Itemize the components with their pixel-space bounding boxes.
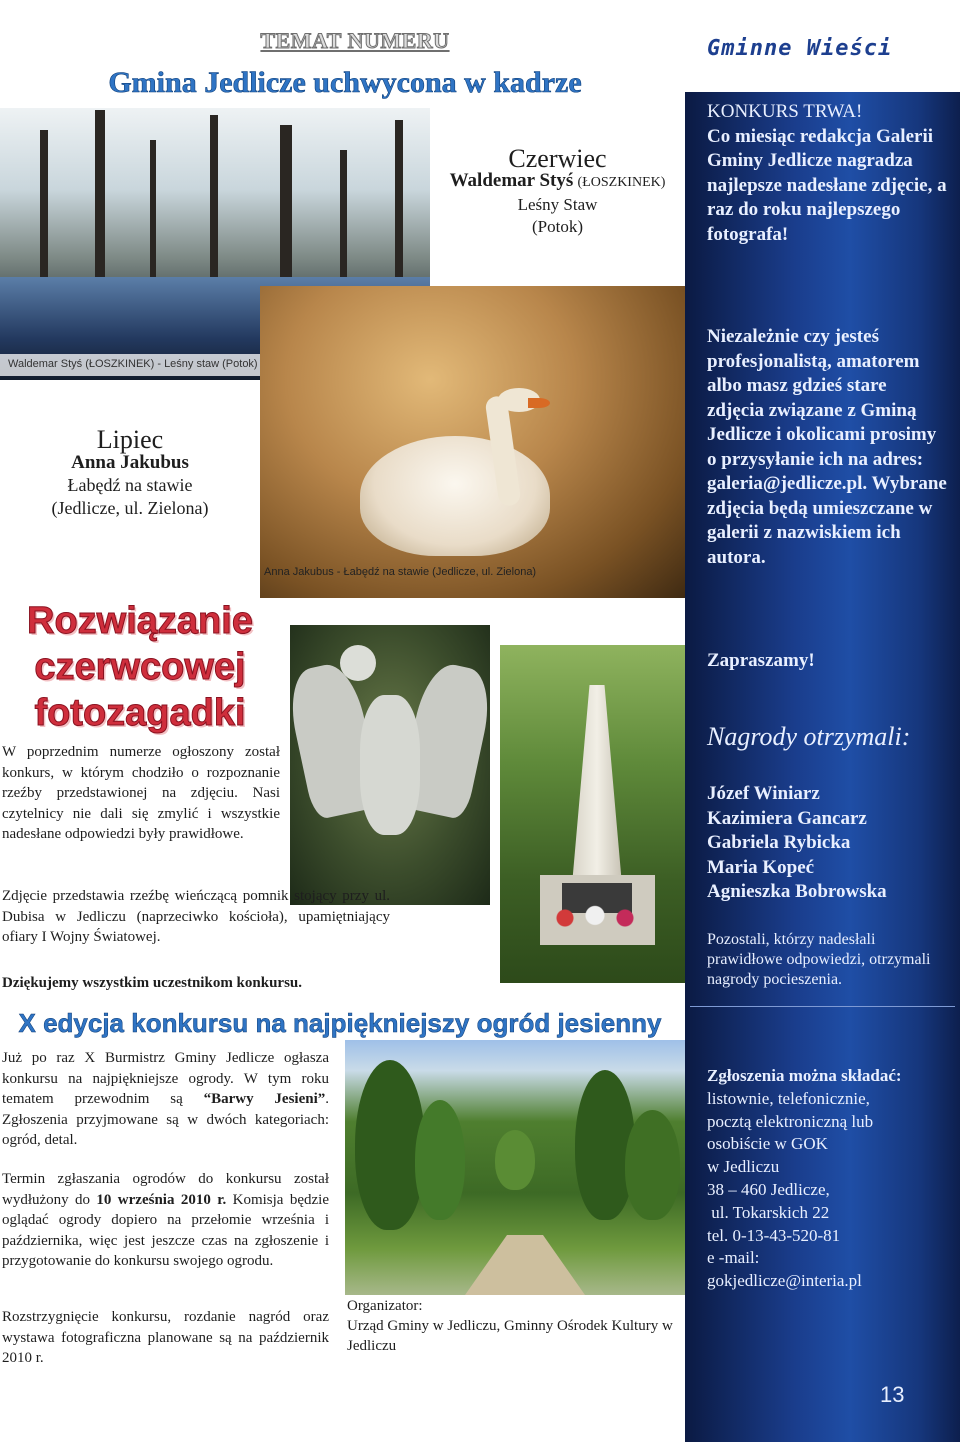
contest-text: Już po raz X Burmistrz Gminy Jedlicze ogłasza konkursu na najpiękniejsze ogrody. W tym roku tematem przewodnim są: [2, 1050, 329, 1107]
solution-heading-line: czerwcowej: [34, 646, 246, 688]
june-photo-caption: [430, 144, 685, 238]
sidebar-welcome: Zapraszamy!: [707, 650, 815, 671]
july-author: Anna Jakubus: [71, 452, 189, 473]
monument-photo: [500, 645, 695, 983]
entries-line: pocztą elektroniczną lub: [707, 1111, 874, 1131]
garden-contest-heading: X edycja konkursu na najpiękniejszy ogród jesienny: [18, 1008, 662, 1038]
contest-paragraph: [2, 1048, 329, 1151]
sidebar-contest-lead: KONKURS TRWA!: [707, 101, 863, 122]
swan-photo-caption: Anna Jakubus - Łabędź na stawie (Jedlicze, ul. Zielona): [264, 566, 537, 578]
organizer-info: [347, 1296, 677, 1356]
july-title: Łabędź na stawie: [67, 475, 193, 495]
eagle-sculpture-photo: [290, 625, 490, 905]
organizer-label: Organizator:: [347, 1298, 423, 1314]
june-month: Czerwiec: [508, 144, 607, 173]
solution-heading-line: Rozwiązanie: [27, 600, 253, 642]
sidebar-entries-info: [707, 1065, 947, 1293]
winner-name: Kazimiera Gancarz: [707, 807, 867, 829]
forest-photo-caption: Waldemar Styś (ŁOSZKINEK) - Leśny staw (Potok): [8, 358, 258, 370]
july-photo-caption: [20, 425, 240, 520]
contest-paragraph: Rozstrzygnięcie konkursu, rozdanie nagród oraz wystawa fotograficzna planowane są na październik 2010 r.: [2, 1309, 329, 1366]
page-number: 13: [880, 1382, 905, 1407]
winner-name: Agnieszka Bobrowska: [707, 881, 887, 902]
winner-name: Gabriela Rybicka: [707, 832, 851, 853]
contest-deadline: 10 września 2010 r.: [96, 1191, 227, 1208]
sidebar-consolation: Pozostali, którzy nadesłali prawidłowe odpowiedzi, otrzymali nagrody pocieszenia.: [707, 931, 931, 988]
solution-paragraph: W poprzednim numerze ogłoszony został konkurs, w którym chodziło o rozpoznanie rzeźby przedstawionej na zdjęciu. Nasi czytelnicy nie dali się zmylić i wszystkie nadesłane odpowiedzi były prawidłowe.: [2, 744, 280, 842]
sidebar-title: Gminne Wieści: [707, 36, 893, 61]
entries-line: 38 – 460 Jedlicze,: [707, 1179, 830, 1199]
entries-line: w Jedliczu: [707, 1157, 780, 1177]
organizer-name: Urząd Gminy w Jedliczu, Gminny Ośrodek Kultury w Jedliczu: [347, 1318, 673, 1354]
article-title: Gmina Jedlicze uchwycona w kadrze: [108, 66, 582, 99]
sidebar-winners-list: [707, 782, 947, 905]
sidebar-divider: [690, 1006, 955, 1007]
july-place: (Jedlicze, ul. Zielona): [51, 498, 209, 518]
sidebar-contest-text: Co miesiąc redakcja Galerii Gminy Jedlicze nagradza najlepsze nadesłane zdjęcie, a raz do roku najlepszego fotografa!: [707, 125, 947, 245]
contest-text: . Zgłoszenia przyjmowane są w dwóch kategoriach: ogród, detal.: [2, 1091, 329, 1148]
solution-heading-line: fotozagadki: [34, 692, 246, 734]
swan-photo: [260, 286, 685, 598]
section-label: TEMAT NUMERU: [260, 28, 450, 53]
entries-line: gokjedlicze@interia.pl: [707, 1271, 862, 1291]
solution-paragraph: Zdjęcie przedstawia rzeźbę wieńczącą pomnik stojący przy ul. Dubisa w Jedliczu (naprzeciwko kościoła), upamiętniający ofiary I Wojny Światowej.: [2, 888, 390, 945]
entries-line: listownie, telefonicznie,: [707, 1088, 870, 1108]
june-author: Waldemar Styś: [449, 170, 574, 191]
winner-name: Józef Winiarz: [707, 783, 820, 804]
sidebar-contest-info: [707, 100, 947, 247]
entries-line: ul. Tokarskich 22: [707, 1202, 830, 1222]
june-title: Leśny Staw: [517, 195, 598, 214]
solution-heading: [0, 598, 280, 736]
june-place: (Potok): [532, 217, 583, 236]
june-nickname: (ŁOSZKINEK): [577, 175, 666, 190]
winner-name: Maria Kopeć: [707, 856, 815, 878]
contest-text: Termin zgłaszania ogrodów do konkursu został wydłużony do: [2, 1171, 329, 1208]
contest-text: Komisja będzie oglądać ogrody dopiero na przełomie września i października, więc jest jeszcze czas na zgłoszenie i przygotowanie do konkursu swojego ogrodu.: [2, 1191, 329, 1269]
garden-photo: [345, 1040, 685, 1295]
contest-paragraph: [2, 1169, 329, 1272]
sidebar-entries-heading: Zgłoszenia można składać:: [707, 1066, 902, 1085]
sidebar-invite: Niezależnie czy jesteś profesjonalistą, amatorem albo masz gdzieś stare zdjęcia związane z Gminą Jedlicze i okolicami prosimy o przysyłanie ich na adres: galeria@jedlicze.pl. Wybrane zdjęcia będą umieszczane w galerii z nazwiskiem ich autora.: [707, 326, 947, 568]
july-month: Lipiec: [96, 425, 164, 454]
entries-line: osobiście w GOK: [707, 1134, 828, 1154]
sidebar-awards-heading: Nagrody otrzymali:: [707, 722, 911, 751]
solution-thanks: Dziękujemy wszystkim uczestnikom konkursu.: [2, 975, 303, 991]
contest-theme: “Barwy Jesieni”: [203, 1091, 326, 1107]
entries-line: tel. 0-13-43-520-81: [707, 1225, 841, 1245]
entries-line: e -mail:: [707, 1248, 760, 1268]
